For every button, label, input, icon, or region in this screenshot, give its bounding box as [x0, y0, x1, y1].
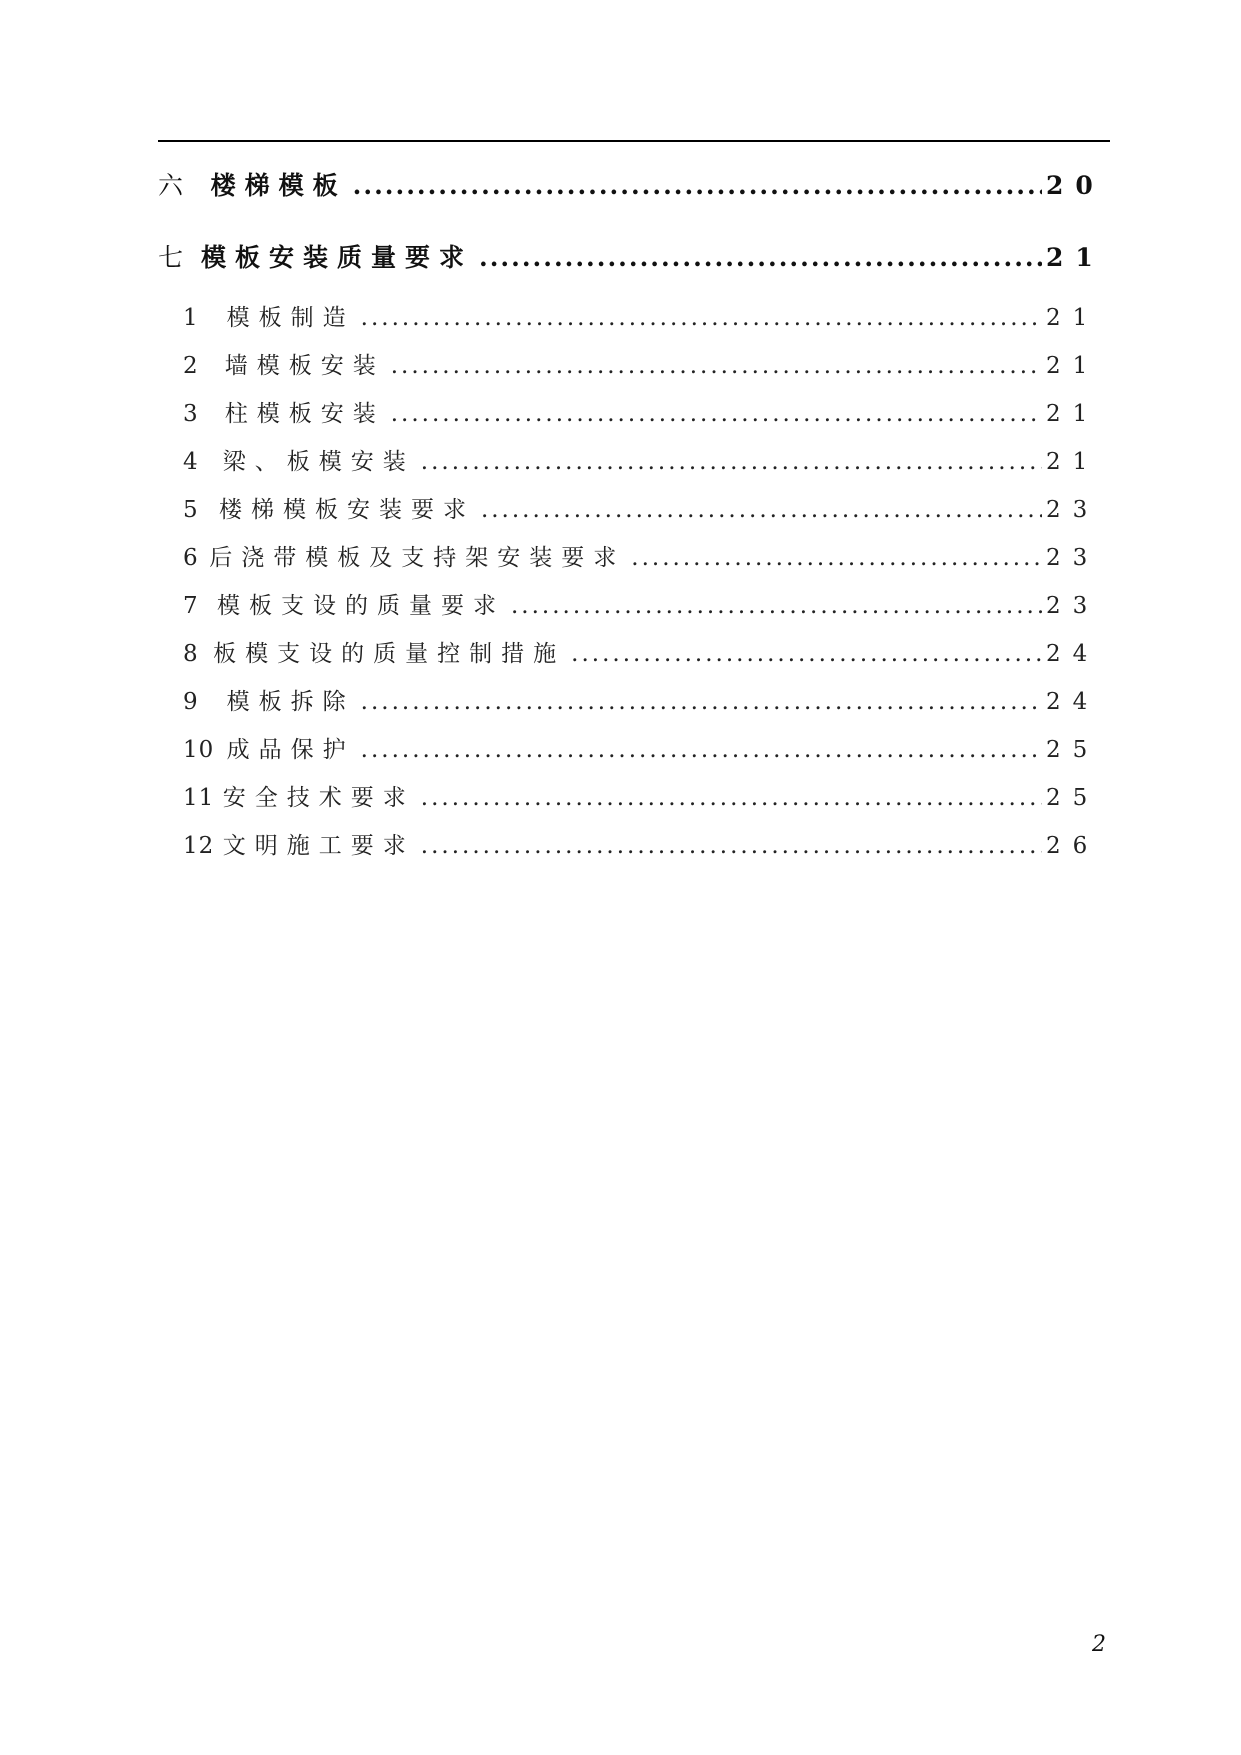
toc-item[interactable]: [158, 774, 1098, 822]
toc-page-number: 25: [1046, 785, 1100, 811]
toc-page-number: 24: [1046, 641, 1100, 667]
toc-item-number: 11: [183, 785, 215, 811]
toc-item-title: 梁、板模安装: [222, 449, 415, 475]
toc-item-title: 后浇带模板及支持架安装要求: [209, 545, 626, 571]
toc-leader-dots: [361, 294, 1042, 342]
toc-item-title: 安全技术要求: [222, 785, 415, 811]
toc-page-number: 21: [1046, 305, 1100, 331]
toc-item[interactable]: [158, 390, 1098, 438]
toc-item-title: 柱模板安装: [224, 401, 385, 427]
page-number: 2: [1092, 1632, 1106, 1657]
toc-page-number: 21: [1046, 243, 1105, 272]
toc-item-number: 6: [183, 545, 199, 571]
toc-item-title: 模板制造: [226, 305, 355, 331]
toc-item-title: 墙模板安装: [224, 353, 385, 379]
toc-item[interactable]: [158, 582, 1098, 630]
toc-item-number: 8: [183, 641, 199, 667]
toc-page-number: 26: [1046, 833, 1100, 859]
toc-section-title: 楼梯模板: [210, 171, 347, 200]
toc-item-number: 10: [183, 737, 215, 763]
toc-item-number: 3: [183, 401, 199, 427]
header-rule: [158, 140, 1110, 142]
toc-item[interactable]: [158, 342, 1098, 390]
toc-section-number: 六: [158, 171, 184, 200]
toc-item-number: 4: [183, 449, 199, 475]
toc-item[interactable]: [158, 438, 1098, 486]
toc-leader-dots: [361, 678, 1042, 726]
toc-item-number: 12: [183, 833, 215, 859]
toc-leader-dots: [571, 630, 1042, 678]
toc-page-number: 25: [1046, 737, 1100, 763]
toc-item[interactable]: [158, 534, 1098, 582]
toc-section-number: 七: [158, 243, 184, 272]
toc-item-number: 1: [183, 305, 199, 331]
toc-item-title: 成品保护: [226, 737, 355, 763]
toc-leader-dots: [361, 726, 1042, 774]
table-of-contents: [158, 150, 1105, 870]
toc-section-7[interactable]: [158, 222, 1105, 294]
toc-leader-dots: [391, 390, 1042, 438]
toc-page-number: 21: [1046, 449, 1100, 475]
toc-item[interactable]: [158, 678, 1098, 726]
toc-item-title: 楼梯模板安装要求: [218, 497, 475, 523]
toc-leader-dots: [631, 534, 1042, 582]
toc-item-title: 文明施工要求: [222, 833, 415, 859]
toc-leader-dots: [421, 438, 1042, 486]
toc-page-number: 23: [1046, 545, 1100, 571]
toc-item-number: 2: [183, 353, 199, 379]
toc-leader-dots: [391, 342, 1042, 390]
toc-page-number: 23: [1046, 593, 1100, 619]
toc-item[interactable]: [158, 630, 1098, 678]
toc-leader-dots: [421, 822, 1042, 870]
toc-item[interactable]: [158, 726, 1098, 774]
toc-page-number: 20: [1046, 171, 1105, 200]
toc-page-number: 21: [1046, 401, 1100, 427]
toc-item-number: 9: [183, 689, 199, 715]
toc-page-number: 21: [1046, 353, 1100, 379]
toc-item[interactable]: [158, 486, 1098, 534]
toc-leader-dots: [481, 486, 1042, 534]
toc-item-title: 板模支设的质量控制措施: [213, 641, 566, 667]
toc-page-number: 24: [1046, 689, 1100, 715]
toc-leader-dots: [353, 150, 1042, 222]
toc-page-number: 23: [1046, 497, 1100, 523]
toc-section-title: 模板安装质量要求: [201, 243, 474, 272]
toc-item[interactable]: [158, 822, 1098, 870]
toc-leader-dots: [479, 222, 1042, 294]
toc-item-number: 7: [183, 593, 199, 619]
toc-item-number: 5: [183, 497, 199, 523]
toc-item[interactable]: [158, 294, 1098, 342]
toc-item-title: 模板支设的质量要求: [217, 593, 505, 619]
toc-leader-dots: [421, 774, 1042, 822]
toc-section-6[interactable]: [158, 150, 1105, 222]
toc-leader-dots: [511, 582, 1042, 630]
toc-item-title: 模板拆除: [226, 689, 355, 715]
